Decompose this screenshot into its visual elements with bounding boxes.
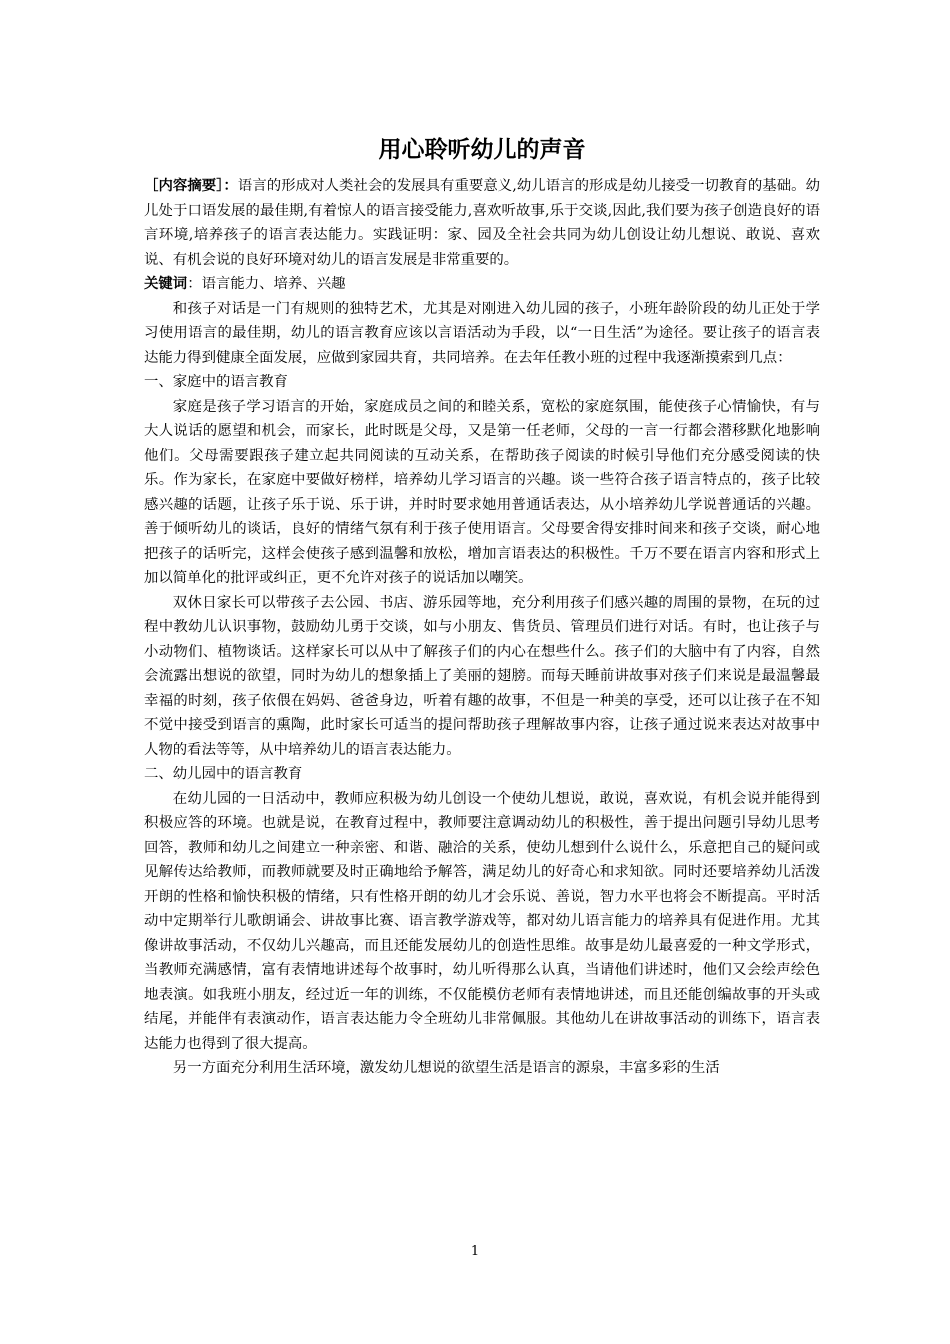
- section1-paragraph-1: 家庭是孩子学习语言的开始，家庭成员之间的和睦关系，宽松的家庭氛围，能使孩子心情愉快，有与大人说话的愿望和机会，而家长，此时既是父母，又是第一任老师，父母的一言一行都会潜移默化地影响他们。父母需要跟孩子建立起共同阅读的互动关系，在帮助孩子阅读的时候引导他们充分感受阅读的快乐。作为家长，在家庭中要做好榜样，培养幼儿学习语言的兴趣。谈一些符合孩子语言特点的，孩子比较感兴趣的话题，让孩子乐于说、乐于讲，并时时要求她用普通话表达，从小培养幼儿学说普通话的兴趣。善于倾听幼儿的谈话，良好的情绪气氛有利于孩子使用语言。父母要舍得安排时间来和孩子交谈，耐心地把孩子的话听完，这样会使孩子感到温馨和放松，增加言语表达的积极性。千万不要在语言内容和形式上加以简单化的批评或纠正，更不允许对孩子的说话加以嘲笑。: [144, 398, 820, 586]
- intro-paragraph: 和孩子对话是一门有规则的独特艺术，尤其是对刚进入幼儿园的孩子，小班年龄阶段的幼儿正处于学习使用语言的最佳期，幼儿的语言教育应该以言语活动为手段，以“一日生活”为途径。要让孩子的语言表达能力得到健康全面发展，应做到家园共育，共同培养。在去年任教小班的过程中我逐渐摸索到几点：: [144, 300, 820, 366]
- section1-paragraph-2: 双休日家长可以带孩子去公园、书店、游乐园等地，充分利用孩子们感兴趣的周围的景物，在玩的过程中教幼儿认识事物，鼓励幼儿勇于交谈，如与小朋友、售货员、管理员们进行对话。有时，也让孩子与小动物们、植物谈话。这样家长可以从中了解孩子们的内心在想些什么。孩子们的大脑中有了内容，自然会流露出想说的欲望，同时为幼儿的想象插上了美丽的翅膀。而每天睡前讲故事对孩子们来说是最温馨最幸福的时刻，孩子依偎在妈妈、爸爸身边，听着有趣的故事，不但是一种美的享受，还可以让孩子在不知不觉中接受到语言的熏陶，此时家长可适当的提问帮助孩子理解故事内容，让孩子通过说来表达对故事中人物的看法等等，从中培养幼儿的语言表达能力。: [144, 594, 820, 758]
- section1-heading: 一、家庭中的语言教育: [144, 374, 288, 390]
- section2-paragraph-2: 另一方面充分利用生活环境，激发幼儿想说的欲望生活是语言的源泉，丰富多彩的生活: [172, 1060, 720, 1076]
- page-number: 1: [470, 1244, 480, 1259]
- keywords-label: 关键词: [144, 275, 188, 292]
- abstract-text: 语言的形成对人类社会的发展具有重要意义,幼儿语言的形成是幼儿接受一切教育的基础。幼儿处于口语发展的最佳期,有着惊人的语言接受能力,喜欢听故事,乐于交谈,因此,我们要为孩子创造良好的语言环境,培养孩子的语言表达能力。实践证明：家、园及全社会共同为幼儿创设让幼儿想说、敢说、喜欢说、有机会说的良好环境对幼儿的语言发展是非常重要的。: [144, 178, 820, 268]
- section2-paragraph-1: 在幼儿园的一日活动中，教师应积极为幼儿创设一个使幼儿想说，敢说，喜欢说，有机会说并能得到积极应答的环境。也就是说，在教育过程中，教师要注意调动幼儿的积极性，善于提出问题引导幼儿思考回答，教师和幼儿之间建立一种亲密、和谐、融洽的关系，使幼儿想到什么说什么，乐意把自己的疑问或见解传达给教师，而教师就要及时正确地给予解答，满足幼儿的好奇心和求知欲。同时还要培养幼儿活泼开朗的性格和愉快积极的情绪，只有性格开朗的幼儿才会乐说、善说，智力水平也将会不断提高。平时活动中定期举行儿歌朗诵会、讲故事比赛、语言教学游戏等，都对幼儿语言能力的培养具有促进作用。尤其像讲故事活动，不仅幼儿兴趣高，而且还能发展幼儿的创造性思维。故事是幼儿最喜爱的一种文学形式，当教师充满感情，富有表情地讲述每个故事时，幼儿听得那么认真，当请他们讲述时，他们又会绘声绘色地表演。如我班小朋友，经过近一年的训练，不仅能模仿老师有表情地讲述，而且还能创编故事的开头或结尾，并能伴有表演动作，语言表达能力令全班幼儿非常佩服。其他幼儿在讲故事活动的训练下，语言表达能力也得到了很大提高。: [144, 790, 820, 1052]
- document-page: [144, 130, 820, 1081]
- document-title: 用心聆听幼儿的声音: [378, 137, 586, 163]
- section2-heading: 二、幼儿园中的语言教育: [144, 766, 303, 782]
- abstract-label: ［内容摘要］：: [144, 177, 238, 194]
- keywords-paragraph: [144, 272, 820, 297]
- keywords-text: ：语言能力、培养、兴趣: [187, 276, 346, 292]
- abstract-paragraph: [144, 174, 820, 272]
